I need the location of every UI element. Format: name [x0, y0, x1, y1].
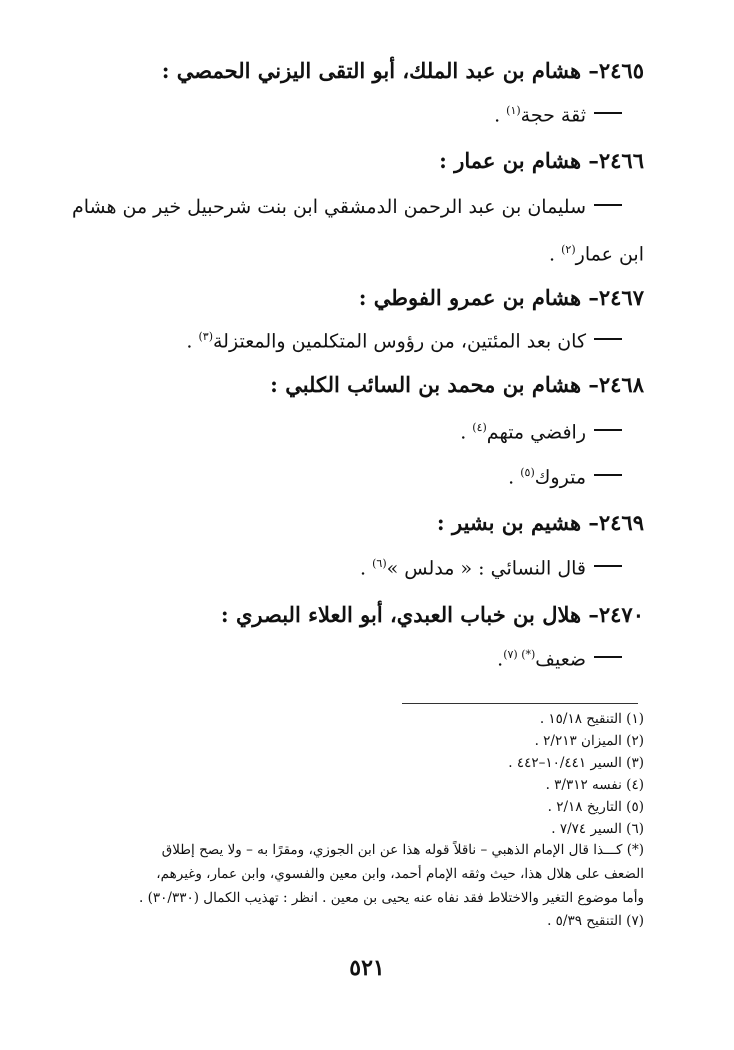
entry-text: سليمان بن عبد الرحمن الدمشقي ابن بنت شرحبيل خير من هشام [71, 196, 586, 218]
entry-line [186, 330, 622, 352]
footnote: (٥) التاريخ ٢/١٨ . [547, 799, 644, 815]
entry-heading-2465: ٢٤٦٥– هشام بن عبد الملك، أبو التقى اليزني الحمصي : [161, 58, 644, 83]
dash-marker [594, 429, 622, 431]
entry-line [494, 104, 622, 126]
footnote-ref: (٥) [520, 466, 535, 479]
entry-end: . [460, 421, 473, 444]
footnote: (٣) السير ١٠/٤٤١–٤٤٢ . [508, 755, 644, 771]
dash-marker [594, 565, 622, 567]
footnote: (١) التنقيح ١٥/١٨ . [539, 711, 644, 727]
footnote-ref: (٤) [472, 421, 487, 434]
entry-text: ضعيف [535, 648, 586, 671]
entry-end: . [508, 466, 521, 489]
entry-text: كان بعد المئتين، من رؤوس المتكلمين والمعتزلة [213, 330, 586, 353]
editor-note-line: الضعف على هلال هذا، حيث وثقه الإمام أحمد، وابن معين والفسوي، وابن عمار، وغيرهم، [156, 866, 644, 882]
editor-note-line: وأما موضوع التغير والاختلاط فقد نفاه عنه يحيى بن معين . انظر : تهذيب الكمال (٣٠/٣٣٠) . [139, 890, 644, 906]
editor-note-line: (*) كـــذا قال الإمام الذهبي – ناقلاً قوله هذا عن ابن الجوزي، ومقرًا به – ولا يصح إطلاق [161, 842, 644, 858]
footnote-ref: (٢) [561, 243, 576, 256]
entry-end: . [360, 557, 373, 580]
dash-marker [594, 656, 622, 658]
entry-end: . [549, 243, 562, 266]
footnote-ref: (*) (٧) [503, 648, 536, 661]
entry-line-continuation [549, 243, 644, 265]
footnote: (٧) التنقيح ٥/٣٩ . [547, 913, 644, 929]
dash-marker [594, 204, 622, 206]
footnote: (٦) السير ٧/٧٤ . [551, 821, 644, 837]
entry-text: قال النسائي : « مدلس » [386, 557, 586, 580]
dash-marker [594, 338, 622, 340]
entry-line [508, 466, 622, 488]
entry-end: . [497, 648, 504, 671]
entry-text: ابن عمار [575, 243, 644, 266]
entry-heading-2467: ٢٤٦٧– هشام بن عمرو الفوطي : [358, 285, 644, 310]
entry-line [360, 557, 622, 579]
entry-text: متروك [534, 466, 586, 489]
entry-line [460, 421, 622, 443]
footnote: (٢) الميزان ٢/٢١٣ . [534, 733, 644, 749]
footnote-separator [402, 703, 638, 704]
page-number: ٥٢١ [349, 955, 385, 981]
footnote-ref: (٦) [372, 557, 387, 570]
entry-line [72, 196, 622, 218]
footnote-ref: (١) [506, 104, 521, 117]
entry-heading-2470: ٢٤٧٠– هلال بن خباب العبدي، أبو العلاء البصري : [220, 602, 644, 627]
entry-heading-2466: ٢٤٦٦– هشام بن عمار : [439, 148, 644, 173]
footnote-ref: (٣) [198, 330, 213, 343]
dash-marker [594, 112, 622, 114]
dash-marker [594, 474, 622, 476]
entry-line [497, 648, 622, 670]
entry-end: . [494, 104, 507, 127]
entry-heading-2469: ٢٤٦٩– هشيم بن بشير : [436, 510, 644, 535]
entry-end: . [186, 330, 199, 353]
footnote: (٤) نفسه ٣/٣١٢ . [545, 777, 644, 793]
entry-text: ثقة حجة [520, 104, 586, 127]
entry-heading-2468: ٢٤٦٨– هشام بن محمد بن السائب الكلبي : [270, 372, 644, 397]
entry-text: رافضي متهم [486, 421, 586, 444]
